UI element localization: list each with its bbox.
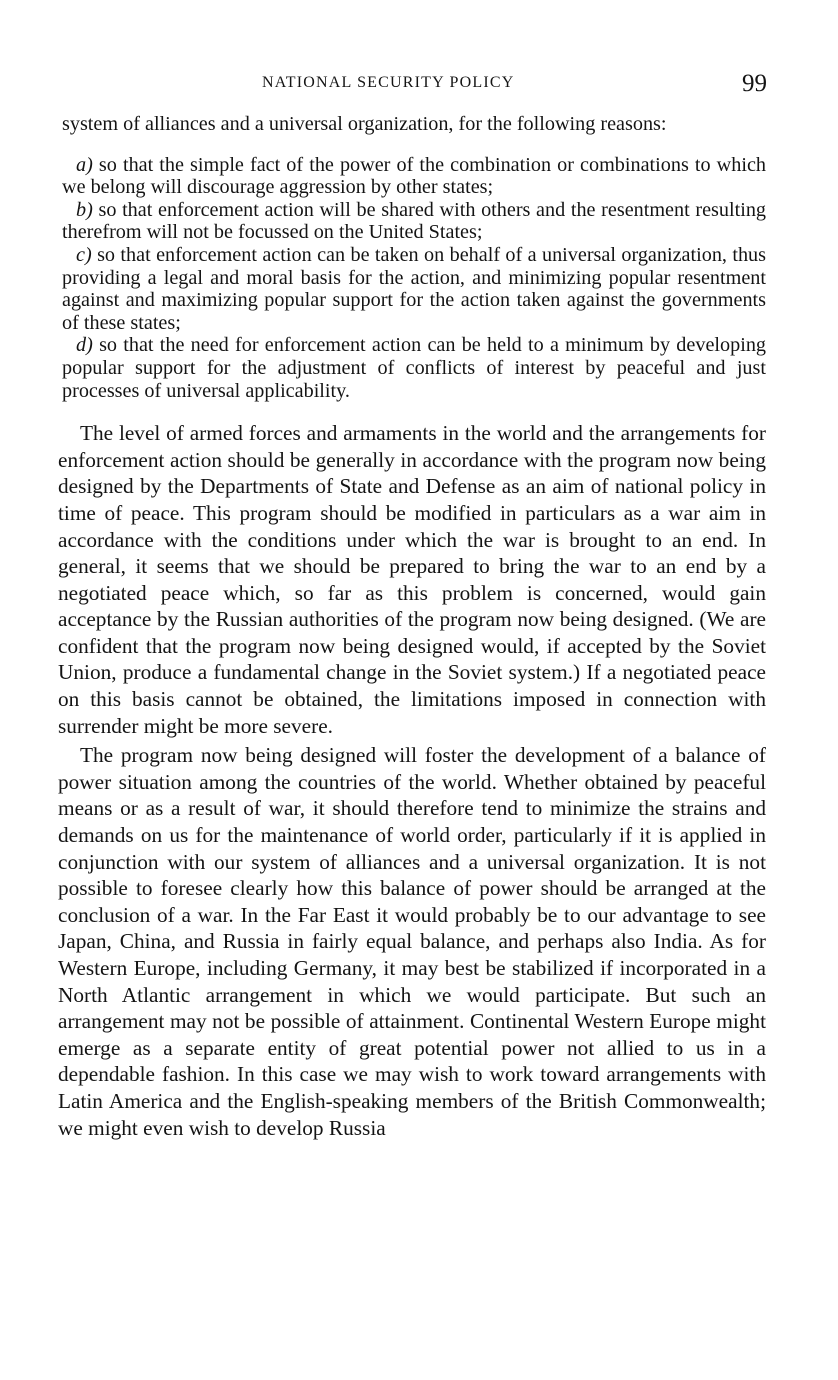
list-item xyxy=(62,244,766,334)
item-text: so that the need for enforcement action can be held to a minimum by developing popular support for the adjustment of conflicts of interest by peaceful and just processes of universal applicability. xyxy=(62,334,767,402)
item-label: b) xyxy=(76,198,93,221)
item-text: so that enforcement action will be shared with others and the resentment resulting therefrom will not be focussed on the United States; xyxy=(62,198,767,244)
running-header xyxy=(0,70,838,100)
list-item xyxy=(62,334,766,402)
item-text: so that enforcement action can be taken on behalf of a universal organization, thus providing a legal and moral basis for the action, and minimizing popular resentment against and maximizing popular support for the action taken against the governments of these states; xyxy=(62,243,766,334)
item-text: so that the simple fact of the power of the combination or combinations to which we belong will discourage aggression by other states; xyxy=(62,153,767,199)
item-label: a) xyxy=(76,153,93,176)
item-label: c) xyxy=(76,243,92,266)
reasons-list xyxy=(62,154,766,403)
running-title: NATIONAL SECURITY POLICY xyxy=(262,74,515,91)
paragraph-armed-forces: The level of armed forces and armaments in the world and the arrangements for enforcement action should be generally in accordance with the program now being designed by the Departments of State and Defense as an aim of national policy in time of peace. This program should be modified in particulars as a war aim in accordance with the conditions under which the war is brought to an end. In general, it seems that we should be prepared to bring the war to an end by a negotiated peace which, so far as this problem is concerned, would gain acceptance by the Russian authorities of the program now being designed. (We are confident that the program now being designed would, if accepted by the Soviet Union, produce a fundamental change in the Soviet system.) If a negotiated peace on this basis cannot be obtained, the limitations imposed in connection with surrender might be more severe. xyxy=(58,421,766,738)
intro-text: system of alliances and a universal organization, for the following reasons: xyxy=(62,113,667,135)
page-number: 99 xyxy=(742,70,767,97)
list-item xyxy=(62,154,766,199)
paragraph-balance-of-power: The program now being designed will foster the development of a balance of power situation among the countries of the world. Whether obtained by peaceful means or as a result of war, it should therefore tend to minimize the strains and demands on us for the maintenance of world order, particularly if it is applied in conjunction with our system of alliances and a universal organization. It is not possible to foresee clearly how this balance of power should be arranged at the conclusion of a war. In the Far East it would probably be to our advantage to see Japan, China, and Russia in fairly equal balance, and perhaps also India. As for Western Europe, including Germany, it may best be stabilized if incorporated in a North Atlantic arrangement in which we would participate. But such an arrangement may not be possible of attainment. Continental Western Europe might emerge as a separate entity of great potential power not allied to us in a dependable fashion. In this case we may wish to work toward arrangements with Latin America and the English-speaking members of the British Commonwealth; we might even wish to develop Russia xyxy=(58,743,766,1140)
item-label: d) xyxy=(76,334,93,357)
list-item xyxy=(62,199,766,244)
body-text xyxy=(58,113,766,1141)
